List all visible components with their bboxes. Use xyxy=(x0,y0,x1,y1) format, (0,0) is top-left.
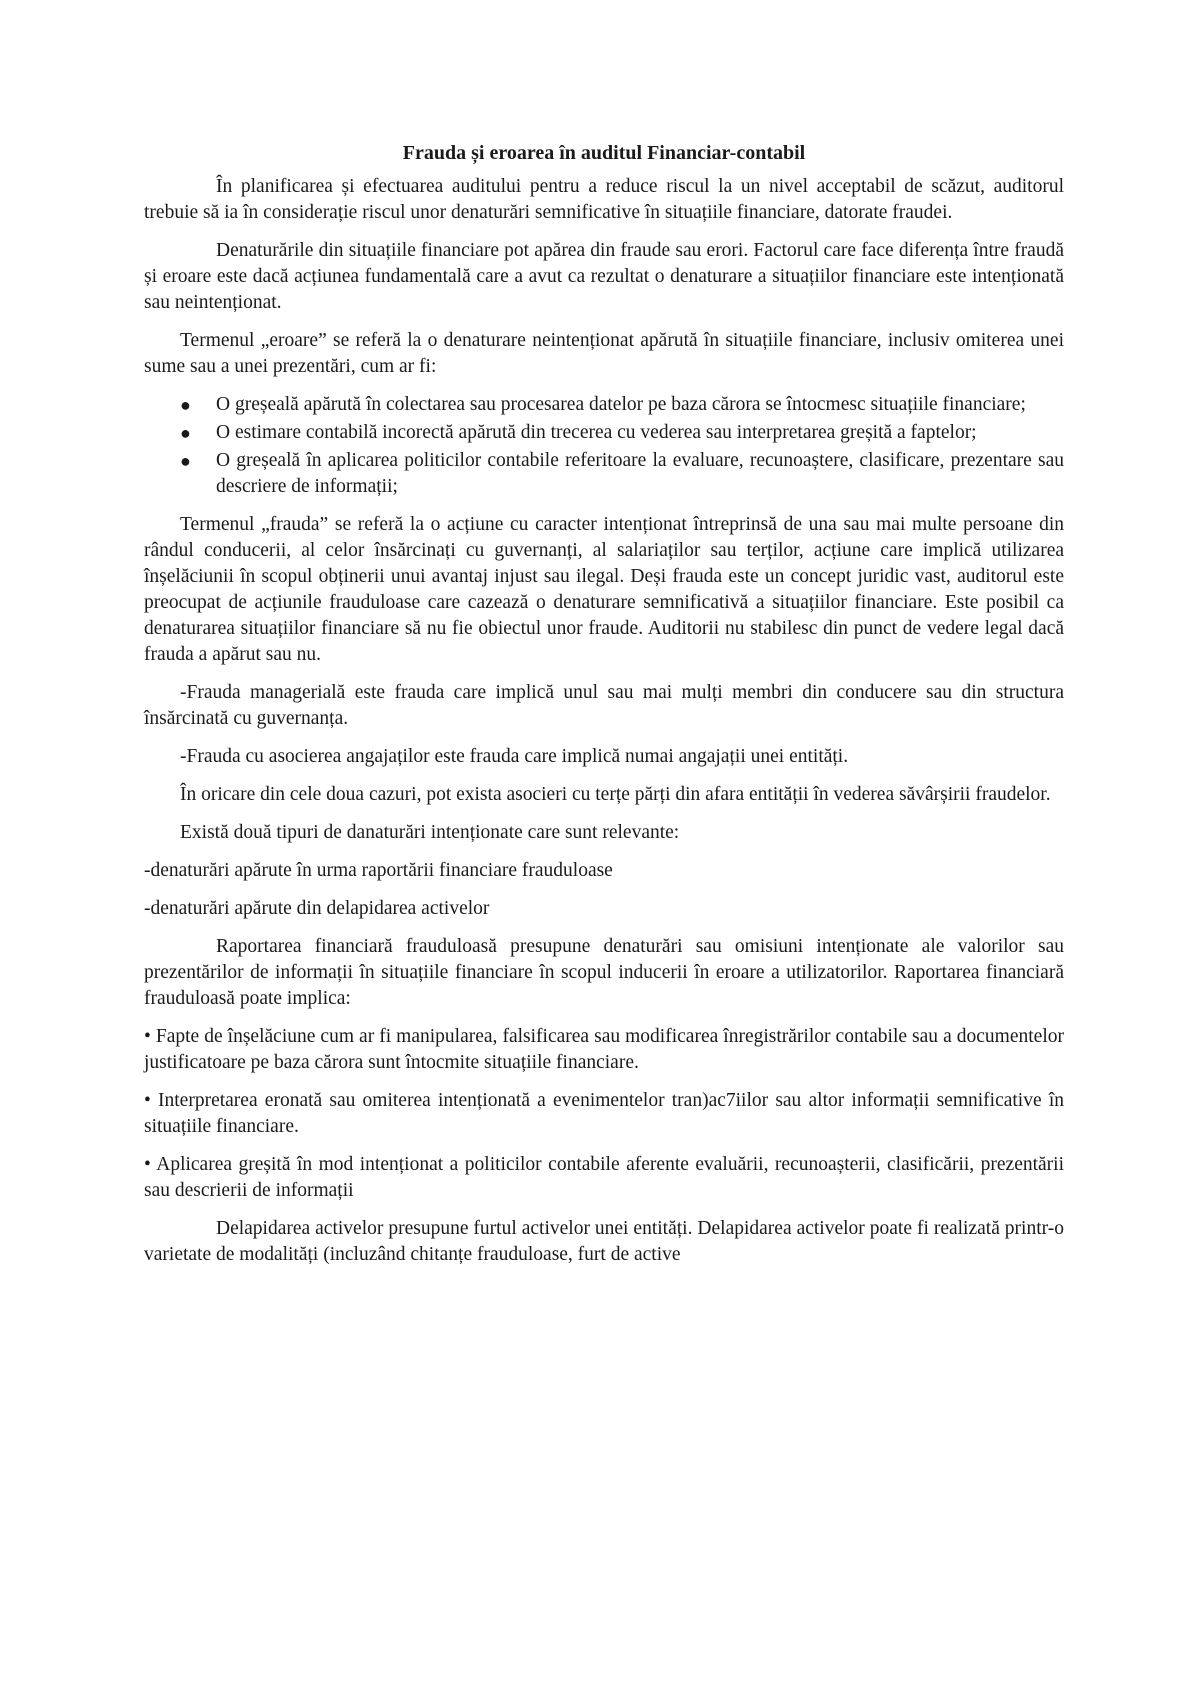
paragraph: În oricare din cele doua cazuri, pot exista asocieri cu terțe părți din afara entității în vederea săvârșirii fraudelor. xyxy=(180,784,1051,805)
list-item-text: O greșeală apărută în colectarea sau procesarea datelor pe baza cărora se întocmesc situațiile financiare; xyxy=(216,394,1026,415)
document-title: Frauda și eroarea în auditul Financiar-contabil xyxy=(402,142,806,164)
bullet-icon: ● xyxy=(180,451,191,471)
paragraph: Denaturările din situațiile financiare pot apărea din fraude sau erori. Factorul care face diferența între fraudă și eroare este dacă acțiunea fundamentală care a avut ca rezultat o denaturare a situațiilor financiare este intenționată sau neintenționat. xyxy=(144,240,1064,313)
bullet-icon: ● xyxy=(180,423,191,443)
paragraph: Există două tipuri de danaturări intenționate care sunt relevante: xyxy=(180,822,680,843)
list-item xyxy=(144,448,1064,500)
bullet-icon: ● xyxy=(180,395,191,415)
paragraph: • Aplicarea greșită în mod intenționat a politicilor contabile aferente evaluării, recunoașterii, clasificării, prezentării sau descrierii de informații xyxy=(144,1154,1064,1201)
paragraph: Termenul „frauda” se referă la o acțiune cu caracter intenționat întreprinsă de una sau mai multe persoane din rândul conducerii, al celor însărcinați cu guvernanți, al salariaților sau terților, acțiune care implică utilizarea înșelăciunii în scopul obținerii unui avantaj injust sau ilegal. Deși frauda este un concept juridic vast, auditorul este preocupat de acțiunile frauduloase care cazează o denaturare semnificativă a situațiilor financiare. Este posibil ca denaturarea situațiilor financiare să nu fie obiectul unor fraude. Auditorii nu stabilesc din punct de vedere legal dacă frauda a apărut sau nu. xyxy=(144,514,1064,665)
paragraph: • Interpretarea eronată sau omiterea intenționată a evenimentelor tran)ac7iilor sau altor informații semnificative în situațiile financiare. xyxy=(144,1090,1064,1137)
paragraph: • Fapte de înșelăciune cum ar fi manipularea, falsificarea sau modificarea înregistrărilor contabile sau a documentelor justificatoare pe baza cărora sunt întocmite situațiile financiare. xyxy=(144,1026,1064,1073)
list-item xyxy=(144,420,1064,446)
list-item-text: O estimare contabilă incorectă apărută din trecerea cu vederea sau interpretarea greșită a faptelor; xyxy=(216,422,977,443)
paragraph: În planificarea și efectuarea auditului pentru a reduce riscul la un nivel acceptabil de scăzut, auditorul trebuie să ia în considerație riscul unor denaturări semnificative în situațiile financiare, datorate fraudei. xyxy=(144,176,1064,223)
paragraph: -denaturări apărute în urma raportării financiare frauduloase xyxy=(144,860,613,881)
paragraph: Delapidarea activelor presupune furtul activelor unei entități. Delapidarea activelor poate fi realizată printr-o varietate de modalități (incluzând chitanțe frauduloase, furt de active xyxy=(144,1218,1064,1265)
paragraph: -Frauda cu asocierea angajaților este frauda care implică numai angajații unei entități. xyxy=(180,746,849,767)
paragraph: Termenul „eroare” se referă la o denaturare neintenționat apărută în situațiile financiare, inclusiv omiterea unei sume sau a unei prezentări, cum ar fi: xyxy=(144,330,1064,377)
list-item-text: O greșeală în aplicarea politicilor contabile referitoare la evaluare, recunoaștere, clasificare, prezentare sau descriere de informații; xyxy=(216,450,1064,497)
document-body xyxy=(144,140,1064,1280)
paragraph: Raportarea financiară frauduloasă presupune denaturări sau omisiuni intenționate ale valorilor sau prezentărilor de informații în situațiile financiare în scopul inducerii în eroare a utilizatorilor. Raportarea financiară frauduloasă poate implica: xyxy=(144,936,1064,1009)
paragraph: -denaturări apărute din delapidarea activelor xyxy=(144,898,490,919)
list-item xyxy=(144,392,1064,418)
error-examples-list xyxy=(144,392,1064,500)
paragraph: -Frauda managerială este frauda care implică unul sau mai mulți membri din conducere sau din structura însărcinată cu guvernanța. xyxy=(144,682,1064,729)
